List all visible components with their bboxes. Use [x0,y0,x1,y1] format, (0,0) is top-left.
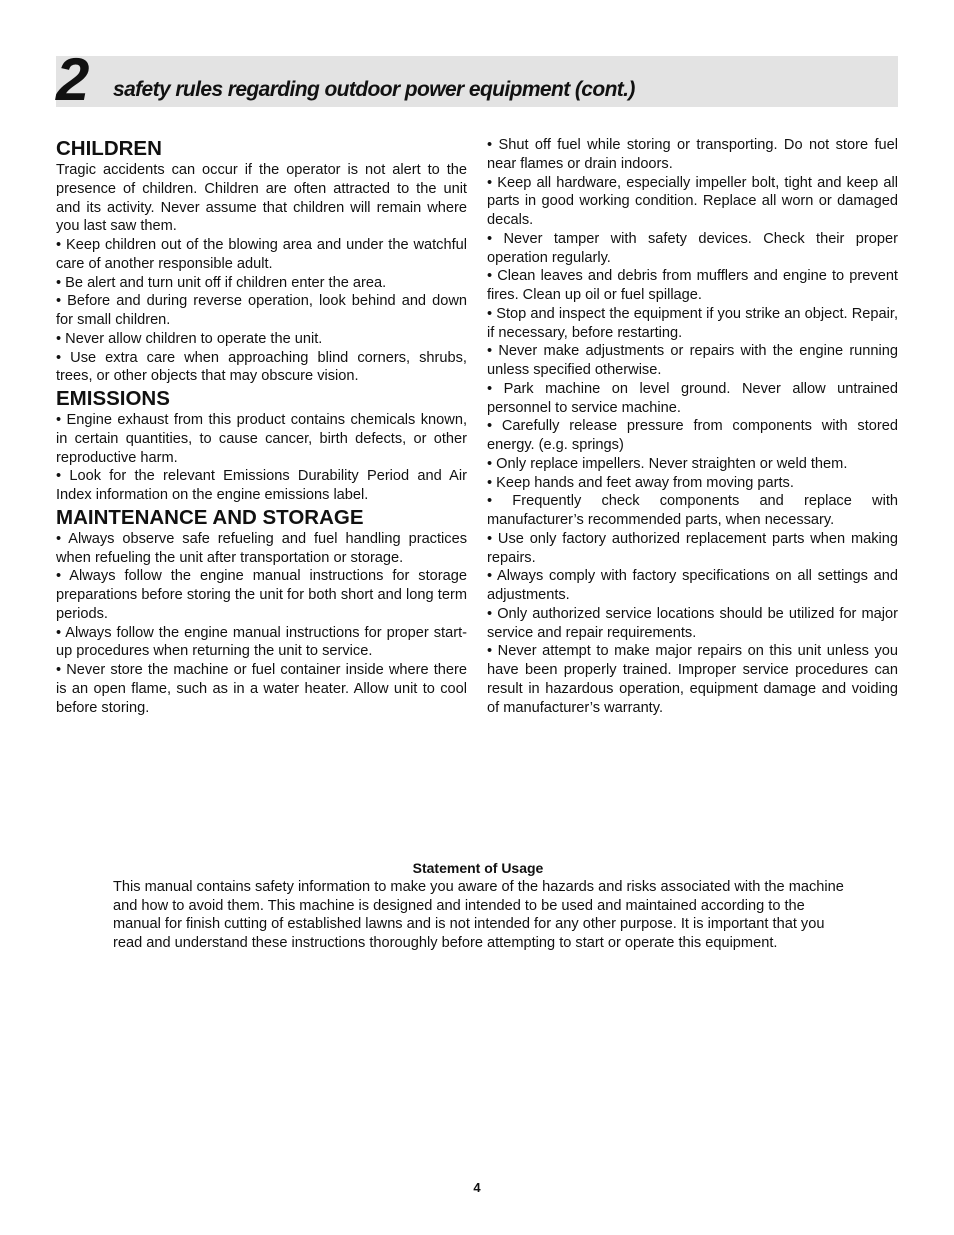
safety-bullet: • Never make adjustments or repairs with the engine running unless specified otherwise. [487,343,898,378]
maintenance-heading: MAINTENANCE AND STORAGE [56,505,364,529]
safety-bullet: • Always comply with factory specifications on all settings and adjustments. [487,568,898,603]
safety-bullet: • Park machine on level ground. Never allow untrained personnel to service machine. [487,380,898,416]
safety-bullet: • Shut off fuel while storing or transporting. Do not store fuel near flames or drain indoors. [487,137,898,172]
statement-body: This manual contains safety information to make you aware of the hazards and risks associated with the machine and how to avoid them. This machine is designed and intended to be used and maintained according to the manual for finish cutting of established lawns and is not intended for any other purpose. It is important that you read and understand these instructions thoroughly before attempting to start or operate this equipment. [113,878,844,952]
emissions-heading: EMISSIONS [56,387,170,410]
safety-bullet: • Only replace impellers. Never straighten or weld them. [487,455,848,472]
safety-bullet: • Never attempt to make major repairs on this unit unless you have been properly trained. Improper service procedures can result in hazardous operation, equipment damage and voiding of manufacturer’s warranty. [487,643,898,716]
emissions-bullet: • Look for the relevant Emissions Durability Period and Air Index information on the engine emissions label. [56,468,467,503]
children-bullet: • Never allow children to operate the unit. [56,330,323,347]
maintenance-bullet: • Always observe safe refueling and fuel handling practices when refueling the unit after transportation or storage. [56,530,467,566]
children-bullet: • Be alert and turn unit off if children enter the area. [56,274,387,291]
safety-bullet: • Keep hands and feet away from moving parts. [487,474,794,491]
maintenance-bullet: • Never store the machine or fuel container inside where there is an open flame, such as in a water heater. Allow unit to cool before storing. [56,662,467,716]
safety-bullet: • Clean leaves and debris from mufflers and engine to prevent fires. Clean up oil or fuel spillage. [487,268,898,303]
page-number: 4 [473,1180,481,1195]
children-intro: Tragic accidents can occur if the operator is not alert to the presence of children. Children are often attracted to the unit and its activity. Never assume that children will remain where you last saw them. [56,162,467,235]
maintenance-bullet: • Always follow the engine manual instructions for proper start-up procedures when returning the unit to service. [56,624,467,660]
safety-bullet: • Frequently check components and replace with manufacturer’s recommended parts, when necessary. [487,493,898,528]
maintenance-bullet: • Always follow the engine manual instructions for storage preparations before storing the unit for both short and long term periods. [56,568,467,622]
safety-bullet: • Use only factory authorized replacement parts when making repairs. [487,530,898,566]
right-column [487,136,898,717]
safety-bullet: • Stop and inspect the equipment if you strike an object. Repair, if necessary, before restarting. [487,305,898,341]
safety-bullet: • Keep all hardware, especially impeller bolt, tight and keep all parts in good working condition. Replace all worn or damaged decals. [487,174,898,228]
safety-bullet: • Only authorized service locations should be utilized for major service and repair requirements. [487,605,898,641]
children-heading: CHILDREN [56,137,162,160]
children-bullet: • Keep children out of the blowing area and under the watchful care of another responsible adult. [56,237,467,272]
children-bullet: • Before and during reverse operation, look behind and down for small children. [56,293,467,328]
safety-bullet: • Carefully release pressure from components with stored energy. (e.g. springs) [487,418,898,453]
statement-of-usage [113,859,853,953]
safety-bullet: • Never tamper with safety devices. Check their proper operation regularly. [487,230,898,266]
emissions-bullet: • Engine exhaust from this product contains chemicals known, in certain quantities, to cause cancer, birth defects, or other reproductive harm. [56,412,467,466]
chapter-number: 2 [56,46,88,113]
children-bullet: • Use extra care when approaching blind corners, shrubs, trees, or other objects that may obscure vision. [56,349,467,385]
left-column [56,136,467,717]
section-title: safety rules regarding outdoor power equipment (cont.) [113,78,635,101]
statement-title: Statement of Usage [412,860,544,876]
